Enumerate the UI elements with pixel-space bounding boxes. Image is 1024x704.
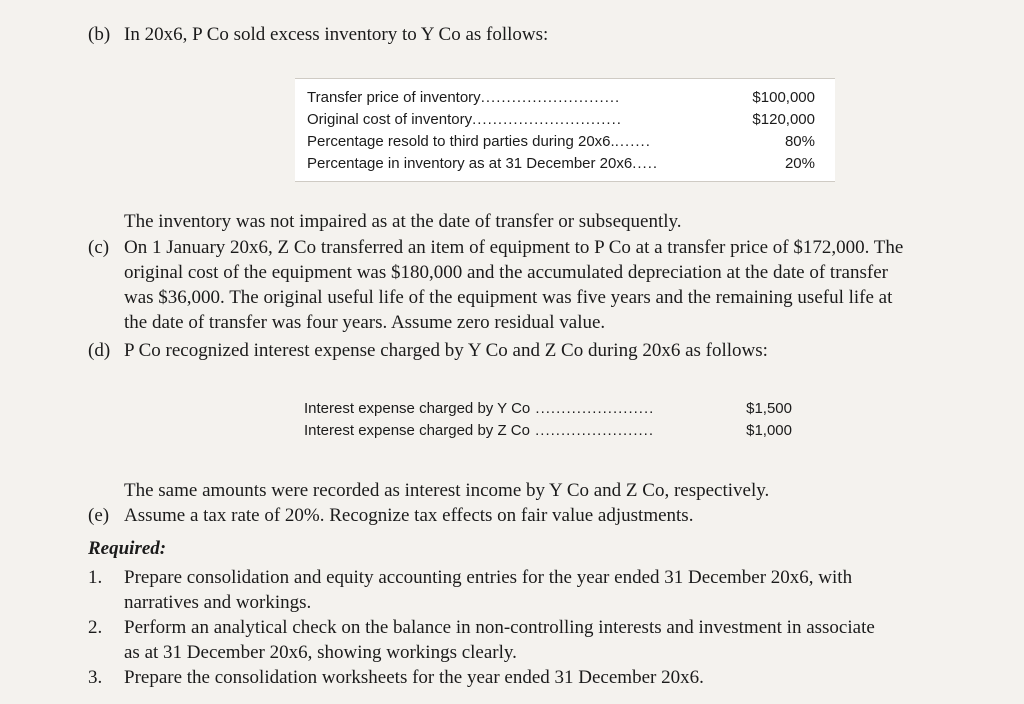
interest-row [304,420,804,442]
inventory-row [307,87,827,109]
leader-dots: ....................... [529,422,654,439]
inventory-row-label: Original cost of inventory [307,111,473,128]
part-b-text: In 20x6, P Co sold excess inventory to Y Co as follows: [124,24,549,45]
leader-dots: ............................. [472,111,622,128]
required-heading: Required: [88,538,167,559]
part-e-label: (e) [88,505,110,526]
inventory-row [307,131,827,153]
interest-row-value: $1,000 [746,422,792,439]
inventory-row-value: $100,000 [752,89,815,106]
part-d-label: (d) [88,340,111,361]
required-item-text: Prepare consolidation and equity accounting entries for the year ended 31 December 20x6, with [124,567,853,588]
part-d-paragraph [88,338,768,363]
part-c-line: the date of transfer was four years. Assume zero residual value. [124,312,606,333]
inventory-row-label: Percentage resold to third parties during 20x6. [307,133,615,150]
part-c-line: original cost of the equipment was $180,000 and the accumulated depreciation at the date of transfer [124,262,888,283]
inventory-row-value: $120,000 [752,111,815,128]
required-item-text: Perform an analytical check on the balance in non-controlling interests and investment in associate [124,617,875,638]
leader-dots: ........................... [480,89,621,106]
part-b-note: The inventory was not impaired as at the date of transfer or subsequently. [124,211,682,232]
part-c-line: was $36,000. The original useful life of the equipment was five years and the remaining useful life at [124,287,893,308]
part-c-text: On 1 January 20x6, Z Co transferred an item of equipment to P Co at a transfer price of $172,000. The [124,237,904,258]
part-e-paragraph [88,503,693,528]
required-item-number: 3. [88,667,103,688]
leader-dots: ..... [632,155,659,172]
required-item-number: 2. [88,617,103,638]
interest-row-value: $1,500 [746,400,792,417]
inventory-row [307,153,827,175]
inventory-row-label: Percentage in inventory as at 31 December 20x6 [307,155,633,172]
required-item-continuation: as at 31 December 20x6, showing workings clearly. [124,642,517,663]
leader-dots: ....................... [530,400,655,417]
part-c-line [88,235,903,260]
part-b-label: (b) [88,24,111,45]
leader-dots: ....... [614,133,651,150]
interest-row-label: Interest expense charged by Z Co [304,422,530,439]
required-item [88,665,704,690]
inventory-table [295,78,835,182]
part-c-label: (c) [88,237,110,258]
inventory-row-value: 20% [784,155,815,172]
inventory-row-label: Transfer price of inventory [307,89,481,106]
inventory-row-value: 80% [784,133,815,150]
required-item-text: Prepare the consolidation worksheets for the year ended 31 December 20x6. [124,667,704,688]
required-item-number: 1. [88,567,103,588]
inventory-row [307,109,827,131]
part-d-text: P Co recognized interest expense charged by Y Co and Z Co during 20x6 as follows: [124,340,768,361]
part-e-text: Assume a tax rate of 20%. Recognize tax effects on fair value adjustments. [124,505,694,526]
required-item-continuation: narratives and workings. [124,592,312,613]
required-item [88,565,852,590]
interest-table [290,392,810,448]
part-d-note: The same amounts were recorded as interest income by Y Co and Z Co, respectively. [124,480,770,501]
interest-row [304,398,804,420]
required-item [88,615,875,640]
interest-row-label: Interest expense charged by Y Co [304,400,531,417]
part-b-paragraph [88,22,548,47]
